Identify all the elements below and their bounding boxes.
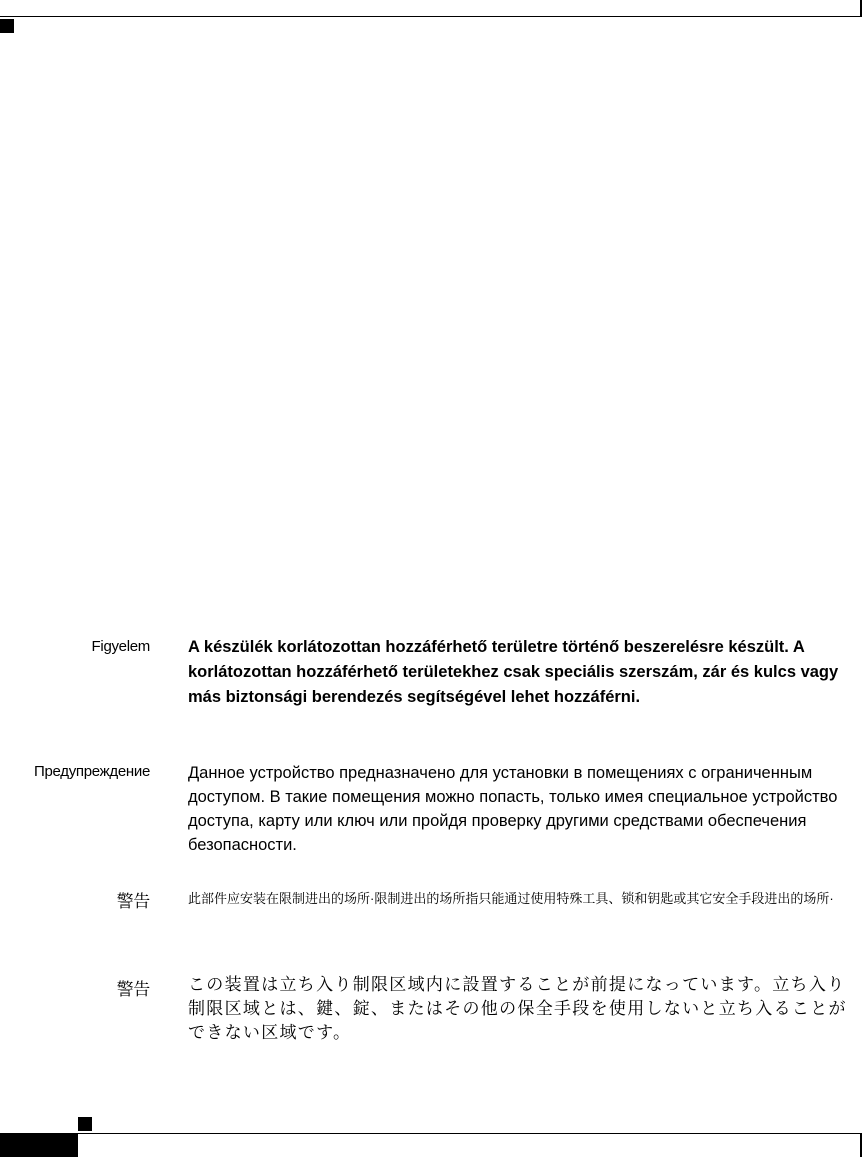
top-corner-tick (860, 0, 862, 17)
warning-text: この装置は立ち入り制限区域内に設置することが前提になっています。立ち入り制限区域とは、鍵、錠、またはその他の保全手段を使用しないと立ち入ることができない区域です。 (188, 975, 847, 1042)
bottom-marker (78, 1117, 92, 1131)
top-corner-marker (0, 19, 14, 33)
bottom-page-tab (0, 1133, 78, 1157)
warning-label: Figyelem (91, 638, 150, 655)
bottom-rule (78, 1133, 861, 1134)
warning-label: 警告 (116, 980, 150, 999)
warning-text: Данное устройство предназначено для установки в помещениях с ограниченным доступом. В такие помещения можно попасть, только имея специальное устройство доступа, карту или ключ или пройдя проверку другими средствами обеспечения безопасности. (188, 764, 838, 854)
warning-label: 警告 (116, 892, 150, 911)
top-rule (0, 16, 861, 17)
warning-text: A készülék korlátozottan hozzáférhető területre történő beszerelésre készült. A korlátozottan hozzáférhető területekhez csak speciális szerszám, zár és kulcs vagy más biztonsági berendezés segítségével lehet hozzáférni. (188, 638, 839, 706)
warning-label: Предупреждение (34, 763, 150, 780)
warning-text: 此部件应安装在限制进出的场所·限制进出的场所指只能通过使用特殊工具、锁和钥匙或其它安全手段进出的场所· (188, 891, 834, 906)
bottom-corner-tick (860, 1133, 862, 1157)
